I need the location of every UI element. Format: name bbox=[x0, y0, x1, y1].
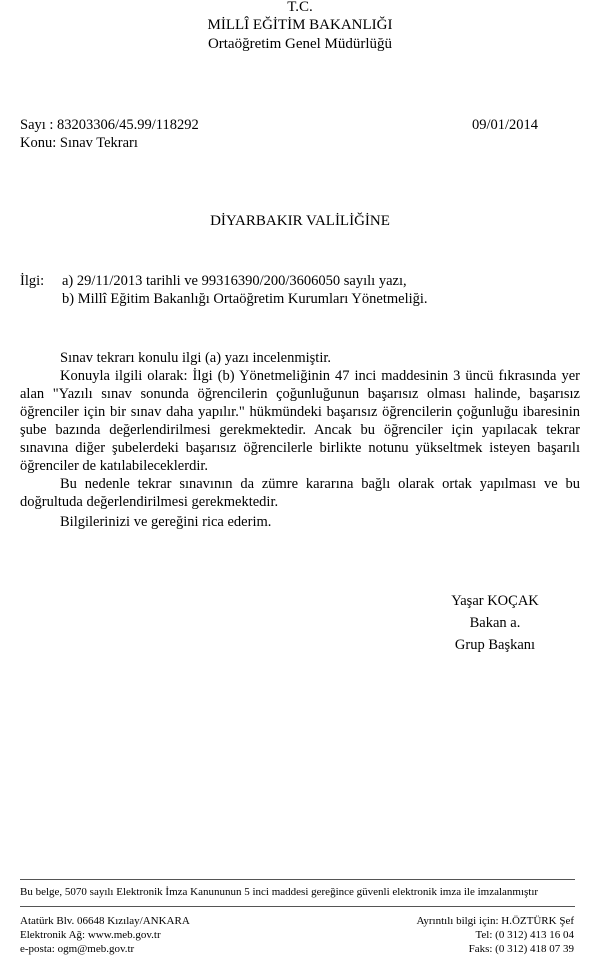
footer-contact: Ayrıntılı bilgi için: H.ÖZTÜRK Şef bbox=[416, 915, 574, 927]
ilgi-item-a: a) 29/11/2013 tarihli ve 99316390/200/3606050 sayılı yazı, bbox=[62, 273, 407, 289]
addressee: DİYARBAKIR VALİLİĞİNE bbox=[210, 213, 390, 229]
reference-number: Sayı : 83203306/45.99/118292 bbox=[20, 117, 199, 133]
ilgi-label: İlgi: bbox=[20, 273, 45, 289]
footer-divider-bottom bbox=[20, 906, 575, 907]
subject: Konu: Sınav Tekrarı bbox=[20, 135, 138, 151]
header-ministry: MİLLÎ EĞİTİM BAKANLIĞI bbox=[207, 17, 393, 33]
paragraph-4: Bilgilerinizi ve gereğini rica ederim. bbox=[60, 514, 272, 530]
e-signature-notice: Bu belge, 5070 sayılı Elektronik İmza Kanununun 5 inci maddesi gereğince güvenli elektronik imza ile imzalanmıştır bbox=[20, 886, 539, 898]
signatory-title: Bakan a. bbox=[469, 615, 521, 631]
letter-body bbox=[20, 349, 580, 531]
footer-web[interactable]: Elektronik Ağ: www.meb.gov.tr bbox=[20, 929, 161, 941]
paragraph-1: Sınav tekrarı konulu ilgi (a) yazı incelenmiştir. bbox=[60, 350, 331, 366]
signatory-position: Grup Başkanı bbox=[454, 637, 536, 653]
signature-block bbox=[415, 590, 575, 656]
document-date: 09/01/2014 bbox=[472, 117, 539, 133]
header-tc: T.C. bbox=[287, 0, 313, 15]
ilgi-item-b: b) Millî Eğitim Bakanlığı Ortaöğretim Kurumları Yönetmeliği. bbox=[62, 291, 428, 307]
footer-divider-top bbox=[20, 879, 575, 880]
footer-address: Atatürk Blv. 06648 Kızılay/ANKARA bbox=[20, 915, 190, 927]
footer-phone: Tel: (0 312) 413 16 04 bbox=[475, 929, 574, 941]
signatory-name: Yaşar KOÇAK bbox=[451, 593, 539, 609]
footer-email[interactable]: e-posta: ogm@meb.gov.tr bbox=[20, 943, 135, 955]
footer-fax: Faks: (0 312) 418 07 39 bbox=[468, 943, 574, 955]
paragraph-3: Bu nedenle tekrar sınavının da zümre kararına bağlı olarak ortak yapılması ve bu doğrultuda değerlendirilmesi gerekmektedir. bbox=[20, 476, 580, 510]
header-directorate: Ortaöğretim Genel Müdürlüğü bbox=[207, 36, 393, 52]
paragraph-2: Konuyla ilgili olarak: İlgi (b) Yönetmeliğinin 47 inci maddesinin 3 üncü fıkrasında yer alan "Yazılı sınav sonunda öğrencilerin çoğunluğunun başarısız olması halinde, başarısız öğrenciler için bir sınav daha yapılır." hükmündeki başarısız öğrencilerin çoğunluğu ibaresinin şube bazında değerlendirilmesi gerekmektedir. Ancak bu öğrenciler için yapılacak tekrar sınavına diğer şubelerdeki başarısız öğrencilerle birlikte notunu yükseltmek isteyen başarılı öğrenciler de katılabileceklerdir. bbox=[20, 368, 580, 474]
